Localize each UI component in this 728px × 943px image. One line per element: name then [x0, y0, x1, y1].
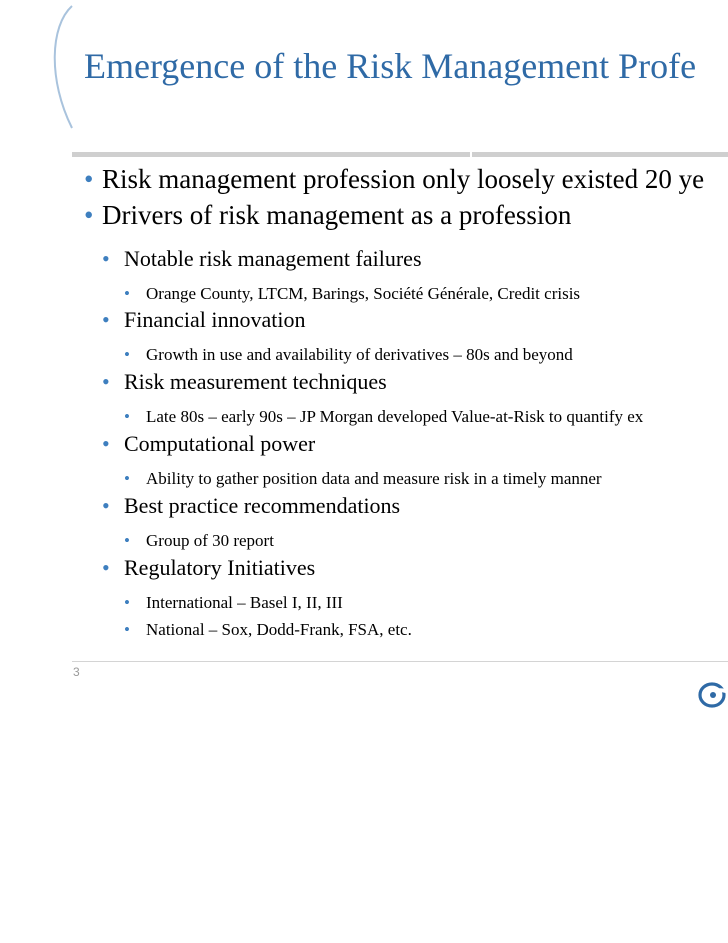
bullet-text: Risk measurement techniques — [124, 369, 387, 394]
bullet-dot-icon: • — [124, 469, 130, 488]
bullet-text: Notable risk management failures — [124, 246, 422, 271]
footer-divider — [72, 661, 728, 662]
bullet-text: Drivers of risk management as a profession — [102, 200, 572, 230]
bullet-level-1 — [84, 202, 571, 229]
bullet-level-3 — [124, 621, 412, 638]
bullet-level-3 — [124, 408, 643, 425]
bullet-dot-icon: • — [124, 407, 130, 426]
bullet-dot-icon: • — [124, 620, 130, 639]
bullet-dot-icon: • — [124, 531, 130, 550]
bullet-text: Risk management profession only loosely existed 20 ye — [102, 164, 705, 194]
bullet-level-2 — [102, 557, 315, 579]
bullet-dot-icon: • — [102, 307, 110, 332]
bullet-level-2 — [102, 433, 315, 455]
bullet-text: Ability to gather position data and measure risk in a timely manner — [146, 469, 602, 488]
bullet-level-2 — [102, 248, 422, 270]
bullet-dot-icon: • — [102, 431, 110, 456]
bullet-text: Orange County, LTCM, Barings, Société Générale, Credit crisis — [146, 284, 581, 303]
bullet-level-3 — [124, 285, 580, 302]
bullet-dot-icon: • — [102, 246, 110, 271]
bullet-text: National – Sox, Dodd-Frank, FSA, etc. — [146, 620, 412, 639]
bullet-level-3 — [124, 470, 602, 487]
bullet-dot-icon: • — [84, 200, 94, 230]
bullet-level-1 — [84, 166, 704, 193]
bullet-text: Computational power — [124, 431, 316, 456]
bullet-dot-icon: • — [124, 593, 130, 612]
bullet-text: International – Basel I, II, III — [146, 593, 343, 612]
bullet-text: Late 80s – early 90s – JP Morgan developed Value-at-Risk to quantify ex — [146, 407, 644, 426]
bullet-level-2 — [102, 309, 305, 331]
bullet-text: Group of 30 report — [146, 531, 274, 550]
bullet-dot-icon: • — [84, 164, 94, 194]
bullet-text: Growth in use and availability of derivatives – 80s and beyond — [146, 345, 573, 364]
bullet-text: Financial innovation — [124, 307, 306, 332]
bullet-dot-icon: • — [124, 284, 130, 303]
bullet-level-3 — [124, 594, 343, 611]
bullet-level-3 — [124, 532, 274, 549]
bullet-dot-icon: • — [102, 369, 110, 394]
bullet-text: Regulatory Initiatives — [124, 555, 316, 580]
bullet-dot-icon: • — [124, 345, 130, 364]
bullet-level-2 — [102, 495, 400, 517]
company-logo-icon — [696, 681, 728, 709]
bullet-dot-icon: • — [102, 555, 110, 580]
slide-title: Emergence of the Risk Management Profe — [84, 46, 697, 86]
page-number: 3 — [73, 665, 80, 679]
bullet-text: Best practice recommendations — [124, 493, 401, 518]
bullet-level-3 — [124, 346, 573, 363]
bullet-dot-icon: • — [102, 493, 110, 518]
bullet-level-2 — [102, 371, 387, 393]
